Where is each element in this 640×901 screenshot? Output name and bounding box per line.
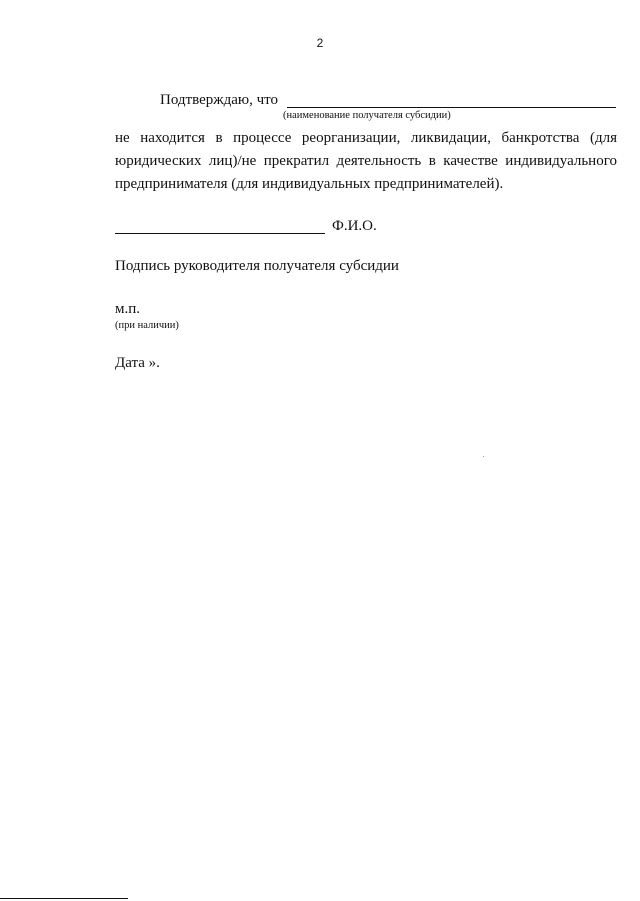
confirmation-lead: Подтверждаю, что bbox=[160, 92, 279, 108]
confirmation-statement: не находится в процессе реорганизации, ликвидации, банкротства (для юридических лиц)/не прекратил деятельность в качестве индивидуального предпринимателя (для индивидуальных предпринимателей). bbox=[115, 130, 617, 192]
stamp-note: (при наличии) bbox=[115, 320, 179, 331]
recipient-name-caption: (наименование получателя субсидии) bbox=[283, 110, 451, 121]
stamp-label: м.п. bbox=[115, 301, 141, 317]
signature-blank bbox=[115, 233, 325, 234]
scan-artifact bbox=[483, 456, 484, 457]
footnote-separator bbox=[0, 898, 128, 899]
fio-label: Ф.И.О. bbox=[332, 218, 377, 234]
recipient-name-blank bbox=[287, 107, 616, 108]
signature-caption: Подпись руководителя получателя субсидии bbox=[115, 258, 399, 274]
date-label: Дата ». bbox=[115, 355, 160, 371]
page-number: 2 bbox=[316, 36, 324, 50]
